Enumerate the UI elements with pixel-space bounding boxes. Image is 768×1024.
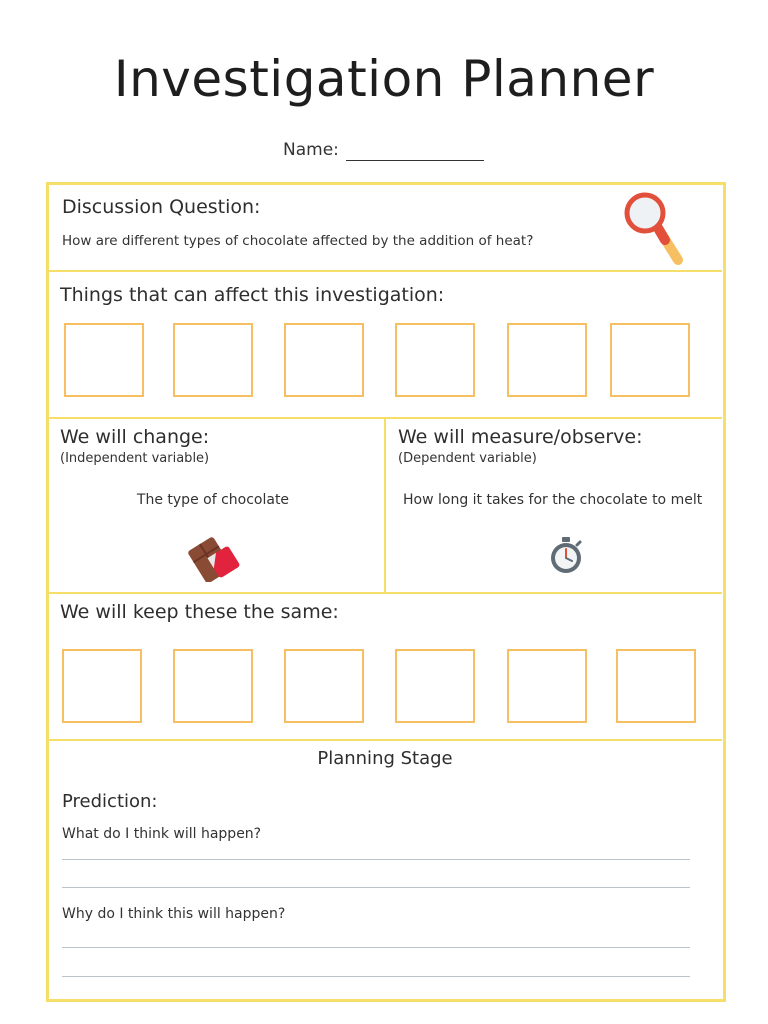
- divider-variables-bottom: [48, 592, 722, 594]
- same-box-5[interactable]: [507, 649, 587, 723]
- answer-line-2[interactable]: [62, 887, 690, 888]
- measure-heading: We will measure/observe:: [398, 426, 643, 448]
- affect-box-3[interactable]: [284, 323, 364, 397]
- discussion-question: How are different types of chocolate affected by the addition of heat?: [62, 233, 534, 249]
- affect-box-4[interactable]: [395, 323, 475, 397]
- discussion-heading: Discussion Question:: [62, 196, 261, 218]
- same-box-6[interactable]: [616, 649, 696, 723]
- page-title: Investigation Planner: [113, 50, 655, 108]
- same-heading: We will keep these the same:: [60, 601, 339, 623]
- divider-discussion: [48, 270, 722, 272]
- prediction-question-2: Why do I think this will happen?: [62, 906, 286, 922]
- answer-line-3[interactable]: [62, 947, 690, 948]
- planning-heading: Planning Stage: [317, 748, 453, 769]
- affect-box-1[interactable]: [64, 323, 144, 397]
- divider-same: [48, 739, 722, 741]
- measure-value: How long it takes for the chocolate to melt: [403, 492, 703, 508]
- affect-box-5[interactable]: [507, 323, 587, 397]
- name-label: Name:: [283, 140, 339, 160]
- same-box-1[interactable]: [62, 649, 142, 723]
- stopwatch-icon: [547, 536, 585, 576]
- same-box-2[interactable]: [173, 649, 253, 723]
- chocolate-bar-icon: [188, 532, 242, 582]
- same-box-4[interactable]: [395, 649, 475, 723]
- answer-line-4[interactable]: [62, 976, 690, 977]
- affect-box-2[interactable]: [173, 323, 253, 397]
- magnifying-glass-icon: [620, 190, 688, 268]
- answer-line-1[interactable]: [62, 859, 690, 860]
- prediction-label: Prediction:: [62, 791, 158, 812]
- change-value: The type of chocolate: [136, 492, 290, 508]
- affect-box-6[interactable]: [610, 323, 690, 397]
- change-subheading: (Independent variable): [60, 451, 210, 466]
- affect-heading: Things that can affect this investigation:: [60, 284, 445, 306]
- divider-variables: [384, 418, 386, 593]
- name-field[interactable]: [346, 160, 484, 161]
- change-heading: We will change:: [60, 426, 210, 448]
- same-box-3[interactable]: [284, 649, 364, 723]
- prediction-question-1: What do I think will happen?: [62, 826, 262, 842]
- measure-subheading: (Dependent variable): [398, 451, 537, 466]
